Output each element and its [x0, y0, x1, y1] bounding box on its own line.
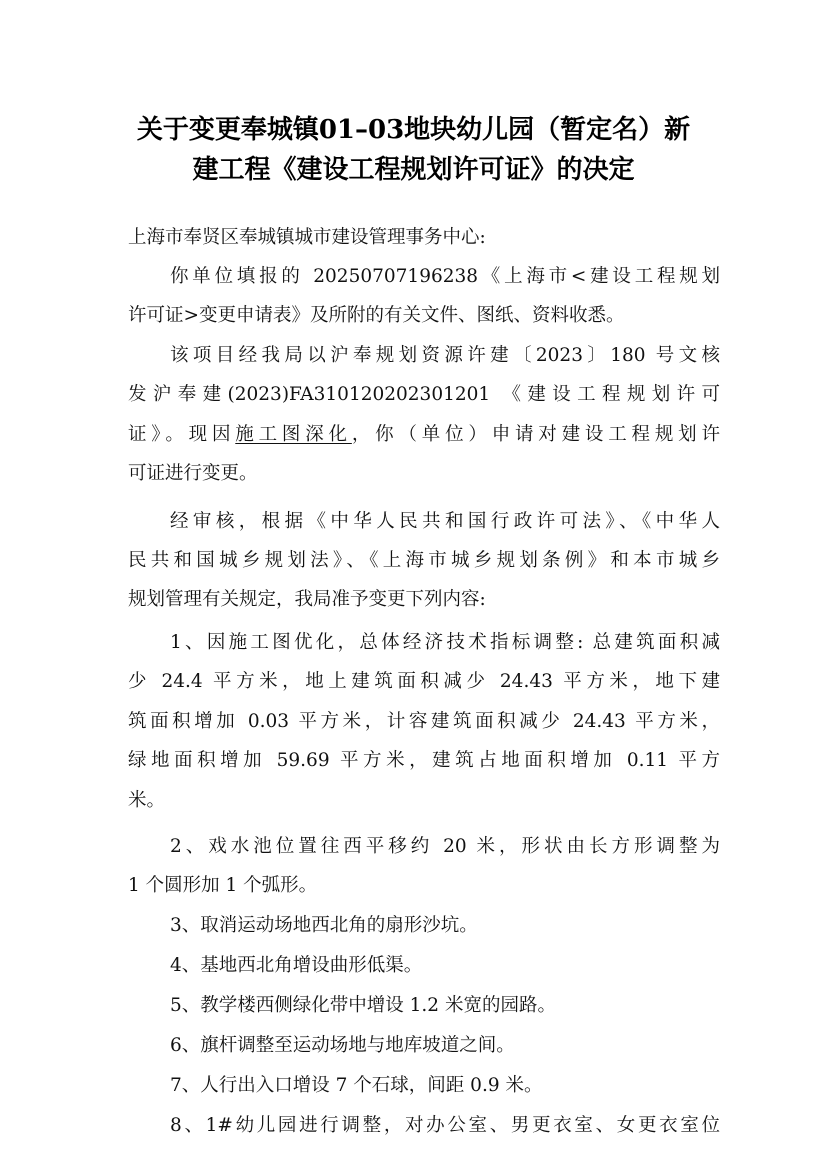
- addressee: 上海市奉贤区奉城镇城市建设管理事务中心:: [128, 227, 486, 248]
- item-1-line-2: 少 24.4 平方米，地上建筑面积减少 24.43 平方米，地下建: [128, 671, 720, 692]
- paragraph-2-line-3: [128, 422, 720, 448]
- paragraph-2-line-1: 该项目经我局以沪奉规划资源许建〔2023〕180 号文核: [170, 345, 720, 366]
- paragraph-3-line-2: 民共和国城乡规划法》、《上海市城乡规划条例》和本市城乡: [128, 550, 720, 571]
- item-7: 7、人行出入口增设 7 个石球，间距 0.9 米。: [170, 1075, 543, 1096]
- item-3: 3、取消运动场地西北角的扇形沙坑。: [170, 915, 478, 936]
- item-6: 6、旗杆调整至运动场地与地库坡道之间。: [170, 1035, 515, 1056]
- paragraph-3-line-1: 经审核，根据《中华人民共和国行政许可法》、《中华人: [170, 511, 720, 532]
- document-title-line-2: 建工程《建设工程规划许可证》的决定: [192, 155, 635, 185]
- item-1-line-5: 米。: [128, 790, 166, 811]
- paragraph-2-line-4: 可证进行变更。: [128, 463, 258, 484]
- paragraph-1-line-1: 你单位填报的 20250707196238《上海市<建设工程规划: [170, 266, 720, 287]
- item-2-line-1: 2、戏水池位置往西平移约 20 米，形状由长方形调整为: [170, 836, 720, 857]
- item-1-line-1: 1、因施工图优化，总体经济技术指标调整: 总建筑面积减: [170, 632, 720, 653]
- item-8: 8、1#幼儿园进行调整，对办公室、男更衣室、女更衣室位: [170, 1115, 720, 1136]
- document-title-line-1: 关于变更奉城镇01–03地块幼儿园（暂定名）新: [136, 115, 691, 145]
- item-4: 4、基地西北角增设曲形低渠。: [170, 955, 423, 976]
- paragraph-3-line-3: 规划管理有关规定，我局准予变更下列内容:: [128, 589, 486, 610]
- item-1-line-3: 筑面积增加 0.03 平方米，计容建筑面积减少 24.43 平方米，: [128, 711, 720, 732]
- paragraph-2-line-3-pre: 证》。现因: [128, 424, 236, 445]
- paragraph-2-line-2: 发沪奉建(2023)FA310120202301201 《建设工程规划许可: [128, 384, 720, 405]
- item-5: 5、教学楼西侧绿化带中增设 1.2 米宽的园路。: [170, 995, 556, 1016]
- item-2-line-2: 1 个圆形加 1 个弧形。: [128, 875, 318, 896]
- paragraph-2-line-3-post: ，你（单位）申请对建设工程规划许: [351, 424, 720, 445]
- item-1-line-4: 绿地面积增加 59.69 平方米，建筑占地面积增加 0.11 平方: [128, 750, 720, 771]
- paragraph-1-line-2: 许可证>变更申请表》及所附的有关文件、图纸、资料收悉。: [128, 305, 625, 326]
- underlined-reason: 施工图深化: [235, 424, 352, 445]
